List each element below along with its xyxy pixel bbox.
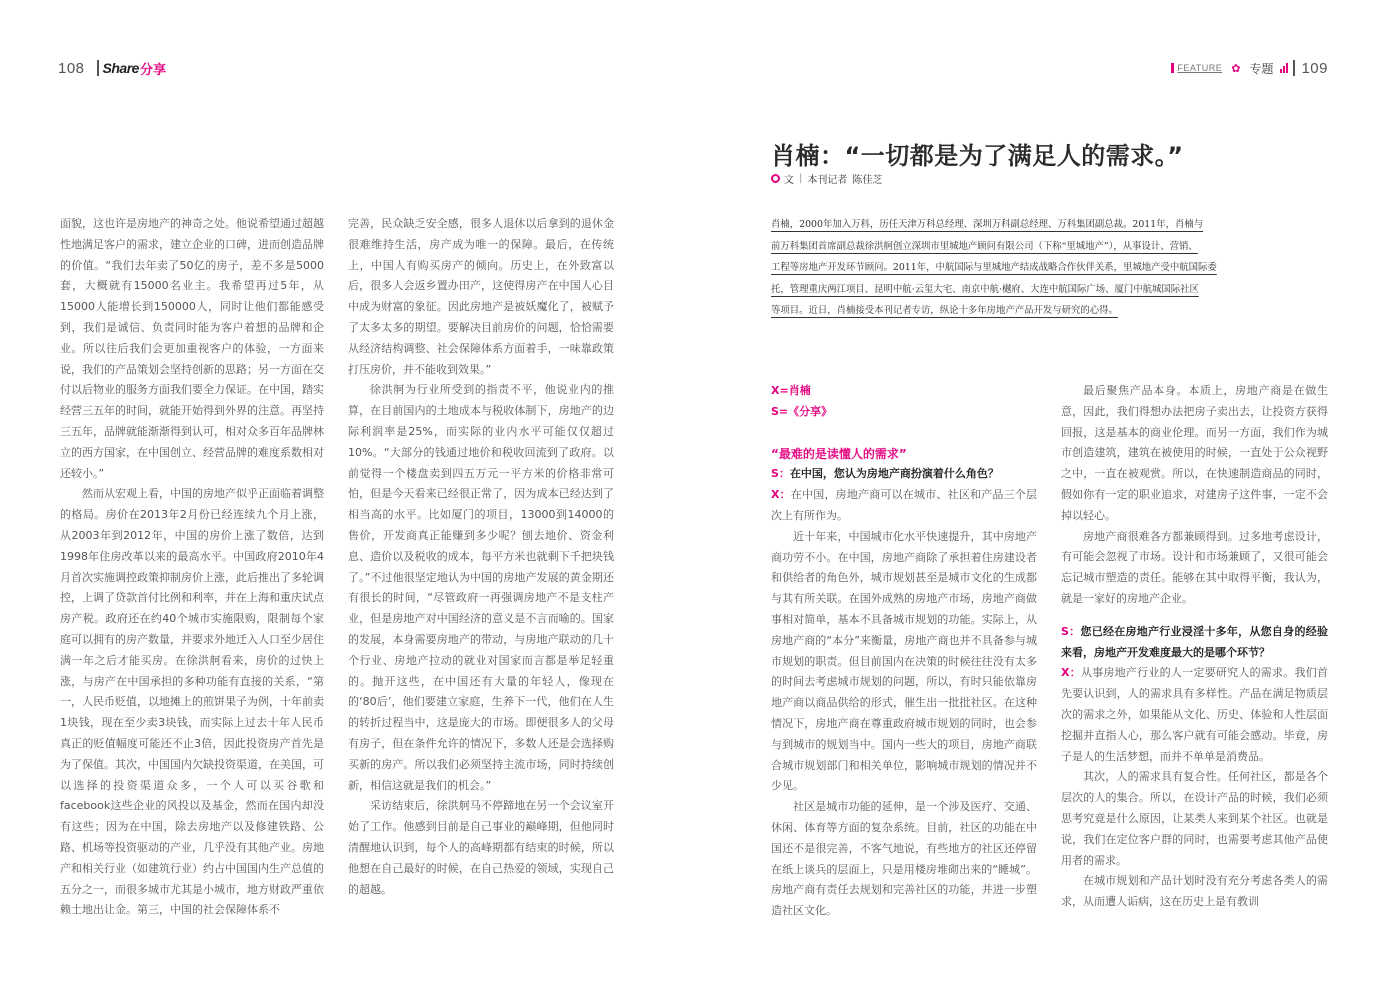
intro-line: 前万科集团首席副总裁徐洪舸创立深圳市里城地产顾问有限公司（下称“里城地产”），从事设计、营销、 xyxy=(771,240,1198,252)
right-column-2 xyxy=(1061,381,1328,913)
speaker-legend-s: S=《分享》 xyxy=(771,404,833,418)
bars-icon xyxy=(1279,63,1288,73)
header-divider xyxy=(97,60,99,76)
right-page-header xyxy=(1171,58,1328,78)
byline-separator: | xyxy=(799,173,803,184)
byline-prefix: 文 xyxy=(784,175,794,186)
byline-author: 陈佳芝 xyxy=(852,175,883,186)
article-intro xyxy=(771,214,1327,322)
left-page-header xyxy=(58,58,166,78)
intro-line: 工程等房地产开发环节顾问。2011年，中航国际与里城地产结成战略合作伙伴关系，里城地产受中航国际委 xyxy=(771,262,1217,274)
intro-line: 肖楠，2000年加入万科，历任天津万科总经理、深圳万科副总经理、万科集团副总裁。2011年，肖楠与 xyxy=(771,219,1204,230)
section-label: 专题 xyxy=(1249,61,1274,76)
byline-role: 本刊记者 xyxy=(807,175,848,186)
interview-question: S：在中国，您认为房地产商扮演着什么角色？ xyxy=(771,467,999,481)
feature-label: FEATURE xyxy=(1177,63,1223,73)
interview-answer: X：在中国，房地产商可以在城市、社区和产品三个层次上有所作为。 xyxy=(771,488,1037,522)
article-title: 肖楠：“一切都是为了满足人的需求。” xyxy=(771,142,1184,170)
right-page-number: 109 xyxy=(1301,59,1328,77)
answer-label: X： xyxy=(771,488,791,502)
intro-line: 等项目。近日，肖楠接受本刊记者专访，纵论十多年房地产产品开发与研究的心得。 xyxy=(771,305,1118,317)
magazine-brand-en: Share xyxy=(102,60,139,76)
body-paragraph: 最后聚焦产品本身。本质上，房地产商是在做生意，因此，我们得想办法把房子卖出去，让投资方获得回报，这是基本的商业伦理。而另一方面，我们作为城市创造建筑，建筑在被使用的时候，一直处于公众视野之中，一直在被观赏。所以，在快速制造商品的同时，假如你有一定的职业追求，对建房子这件事，一定不会掉以轻心。 xyxy=(1061,384,1328,522)
body-paragraph: 在城市规划和产品计划时没有充分考虑各类人的需求，从而遭人诟病，这在历史上是有教训 xyxy=(1061,874,1328,909)
body-paragraph: 近十年来，中国城市化水平快速提升，其中房地产商功劳不小。在中国，房地产商除了承担着住房建设者和供给者的角色外，城市规划甚至是城市文化的生成都与其有所关联。在国外成熟的房地产市场，房地产商做事相对简单，基本不具备城市规划的功能。实际上，从房地产商的“本分”来衡量，房地产商也并不具备参与城市规划的职责。但目前国内在决策的时候往往没有太多的时间去考虑城市规划的问题，所以，有时只能依靠房地产商以商品供给的形式，催生出一批批社区。在这种情况下，房地产商在尊重政府城市规划的同时，也会参与到城市的规划当中。国内一些大的项目，房地产商联合城市规划部门和相关单位，影响城市规划的情况并不少见。 xyxy=(771,529,1037,793)
body-paragraph: 徐洪舸为行业所受到的指责不平，他说业内的推算，在目前国内的土地成本与税收体制下，房地产的边际利润率是25%，而实际的业内水平可能仅仅超过10%。“大部分的钱通过地价和税收回流到了政府。以前觉得一个楼盘卖到四五万元一平方米的价格非常可怕，但是今天看来已经很正常了，因为成本已经达到了相当高的水平。比如厦门的项目，13000到14000的售价，开发商真正能赚到多少呢？刨去地价、资金利息、造价以及税收的成本，每平方米也就剩下千把块钱了。”不过他很坚定地认为中国的房地产发展的黄金期还有很长的时间，“尽管政府一再强调房地产不是支柱产业，但是房地产对中国经济的意义是不言而喻的。国家的发展，本身需要房地产的带动，与房地产联动的几十个行业、房地产拉动的就业对国家而言都是举足轻重的。抛开这些，在中国还有大量的年轻人，像现在的‘80后’，他们要建立家庭，生养下一代，他们在人生的转折过程当中，这是庞大的市场。即便很多人的父母有房子，但在条件允许的情况下，多数人还是会选择购买新的房产。所以我们必须坚持主流市场，同时持续创新，相信这就是我们的机会。” xyxy=(348,383,614,792)
question-label: S： xyxy=(771,467,790,481)
left-page-number: 108 xyxy=(58,59,85,77)
feature-marker-icon xyxy=(1171,63,1174,73)
body-paragraph: 采访结束后，徐洪舸马不停蹄地在另一个会议室开始了工作。他感到目前是自己事业的巅峰期，但他同时清醒地认识到，每个人的高峰期都有结束的时候，所以他想在自己最好的时候，在自己热爱的领域，实现自己的超越。 xyxy=(348,799,614,896)
body-paragraph: 然而从宏观上看，中国的房地产似乎正面临着调整的格局。房价在2013年2月份已经连续九个月上涨，从2003年到2012年，中国的房价上涨了数倍，达到1998年住房改革以来的最高水平。中国政府2010年4月首次实施调控政策抑制房价上涨，此后推出了多轮调控，上调了贷款首付比例和利率，并在上海和重庆试点房产税。政府还在约40个城市实施限购，限制每个家庭可以拥有的房产数量，并要求外地迁入人口至少居住满一年之后才能买房。在徐洪舸看来，房价的过快上涨，与房产在中国承担的多种功能有直接的关系，“第一，人民币贬值，以地摊上的煎饼果子为例，十年前卖1块钱，现在至少卖3块钱，而实际上过去十年人民币真正的贬值幅度可能还不止3倍，因此投资房产首先是为了保值。其次，中国国内欠缺投资渠道，在美国，可以选择的投资渠道众多，一个人可以买谷歌和facebook这些企业的风投以及基金，然而在国内却没有这些；因为在中国，除去房地产以及修建铁路、公路、机场等投资驱动的产业，几乎没有其他产业。房地产和相关行业（如建筑行业）约占中国国内生产总值的五分之一，而很多城市尤其是小城市，地方财政严重依赖土地出让金。第三，中国的社会保障体系不 xyxy=(60,487,324,917)
circle-bullet-icon xyxy=(771,174,780,183)
interview-question: S：您已经在房地产行业浸淫十多年，从您自身的经验来看，房地产开发难度最大的是哪个环节？ xyxy=(1061,624,1328,659)
left-column-1 xyxy=(60,214,324,921)
right-column-1 xyxy=(771,381,1037,922)
answer-label: X： xyxy=(1061,666,1081,680)
body-paragraph: 面貌，这也许是房地产的神奇之处。他说希望通过超越性地满足客户的需求，建立企业的口碑，进而创造品牌的价值。“我们去年卖了50亿的房子，差不多是5000套，大概就有15000名业主。我希望再过5年，从15000人能增长到150000人，同时让他们都能感受到，我们是诚信、负责同时能为客户着想的品牌和企业。所以往后我们会更加重视客户的体验，一方面来说，我们的产品策划会坚持创新的思路；另一方面在交付以后物业的服务方面我们要全力保证。在中国，踏实经营三五年的时间，就能开始得到外界的注意。再坚持三五年，品牌就能渐渐得到认可，相对众多百年品牌林立的西方国家，在中国创立、经营品牌的难度系数相对还较小。” xyxy=(60,217,324,480)
magazine-brand-cn: 分享 xyxy=(139,62,166,78)
interview-answer: X：从事房地产行业的人一定要研究人的需求。我们首先要认识到，人的需求具有多样性。产品在满足物质层次的需求之外，如果能从文化、历史、体验和人性层面挖掘并直指人心，那么客户就有可能会感动。毕竟，房子是人的生活梦想，而并不单单是消费品。 xyxy=(1061,666,1329,763)
question-label: S： xyxy=(1061,624,1081,638)
body-paragraph: 完善，民众缺乏安全感，很多人退休以后拿到的退休金很难维持生活，房产成为唯一的保障。最后，在传统上，中国人有购买房产的倾向。历史上，在外致富以后，很多人会返乡置办田产，这使得房产在中国人心目中成为财富的象征。因此房地产是被妖魔化了，被赋予了太多太多的期望。要解决目前房价的问题，恰恰需要从经济结构调整、社会保障体系方面着手，一味靠政策打压房价，并不能收到效果。” xyxy=(348,217,614,376)
speaker-legend-x: X=肖楠 xyxy=(771,384,811,397)
header-divider-right xyxy=(1293,60,1295,76)
byline xyxy=(771,171,882,186)
section-subheading: “最难的是读懂人的需求” xyxy=(771,446,907,461)
body-paragraph: 其次，人的需求具有复合性。任何社区，都是各个层次的人的集合。所以，在设计产品的时候，我们必须思考究竟是什么原因，让某类人来到某个社区。也就是说，我们在定位客户群的同时，也需要考虑其他产品使用者的需求。 xyxy=(1061,770,1328,867)
body-paragraph: 社区是城市功能的延伸，是一个涉及医疗、交通、休闲、体育等方面的复杂系统。目前，社区的功能在中国还不是很完善，不客气地说，有些地方的社区还停留在纸上谈兵的层面上，只是用楼房堆砌出来的“睡城”。房地产商有责任去规划和完善社区的功能，并进一步塑造社区文化。 xyxy=(771,800,1037,918)
intro-line: 托，管理重庆两江项目、昆明中航·云玺大宅、南京中航·樾府、大连中航国际广场、厦门中航城国际社区 xyxy=(771,283,1199,295)
pen-nib-icon: ✿ xyxy=(1231,61,1241,75)
body-paragraph: 房地产商很难各方都兼顾得到。过多地考虑设计，有可能会忽视了市场。设计和市场兼顾了，又很可能会忘记城市塑造的责任。能够在其中取得平衡，我认为，就是一家好的房地产企业。 xyxy=(1061,529,1328,605)
left-column-2 xyxy=(348,214,614,900)
